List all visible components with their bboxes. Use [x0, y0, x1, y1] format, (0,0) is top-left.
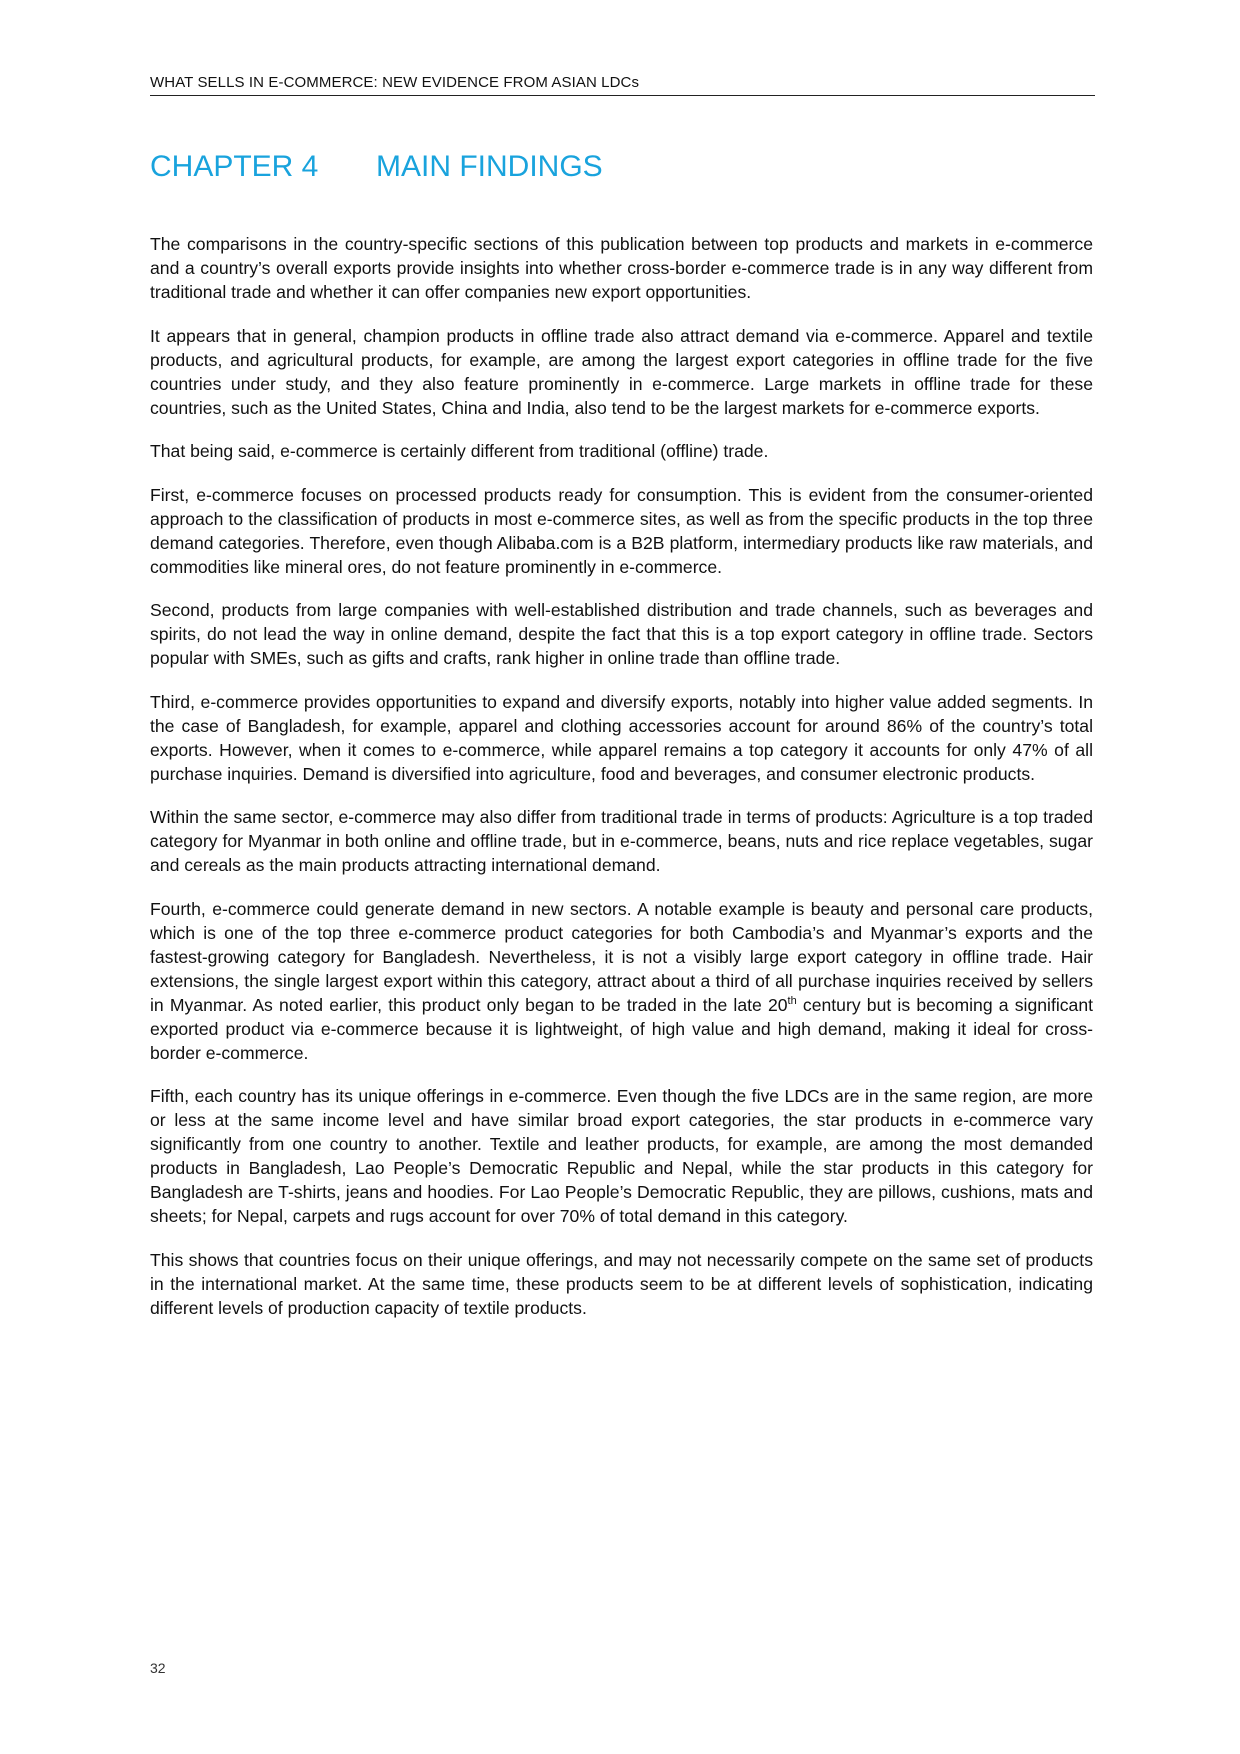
- paragraph-intro: The comparisons in the country-specific sections of this publication between top products and markets in e-commerce and a country’s overall exports provide insights into whether cross-border e-commerce trade is in any way different from traditional trade and whether it can offer companies new export opportunities.: [150, 234, 1093, 302]
- paragraph-fourth: [150, 897, 1093, 1065]
- paragraph-fourth-before: Fourth, e-commerce could generate demand in new sectors. A notable example is beauty and personal care products, which is one of the top three e-commerce product categories for both Cambodia’s and Myanmar’s exports and the fastest-growing category for Bangladesh. Nevertheless, it is not a visibly large export category in offline trade. Hair extensions, the single largest export within this category, attract about a third of all purchase inquiries received by sellers in Myanmar. As noted earlier, this product only began to be traded in the late 20: [150, 898, 1093, 1015]
- chapter-number: CHAPTER 4: [150, 150, 319, 183]
- paragraph-fifth: Fifth, each country has its unique offerings in e-commerce. Even though the five LDCs are in the same region, are more or less at the same income level and have similar broad export categories, the star products in e-commerce vary significantly from one country to another. Textile and leather products, for example, are among the most demanded products in Bangladesh, Lao People’s Democratic Republic and Nepal, while the star products in this category for Bangladesh are T-shirts, jeans and hoodies. For Lao People’s Democratic Republic, they are pillows, cushions, mats and sheets; for Nepal, carpets and rugs account for over 70% of total demand in this category.: [150, 1086, 1093, 1226]
- page-number: 32: [150, 1660, 166, 1676]
- chapter-title: MAIN FINDINGS: [376, 150, 603, 183]
- paragraph-conclusion: This shows that countries focus on their unique offerings, and may not necessarily compete on the same set of products in the international market. At the same time, these products seem to be at different levels of sophistication, indicating different levels of production capacity of textile products.: [150, 1249, 1093, 1318]
- paragraph-champion-products: It appears that in general, champion products in offline trade also attract demand via e-commerce. Apparel and textile products, and agricultural products, for example, are among the largest export categories in offline trade for the five countries under study, and they also feature prominently in e-commerce. Large markets in offline trade for these countries, such as the United States, China and India, also tend to be the largest markets for e-commerce exports.: [150, 325, 1093, 418]
- paragraph-that-being-said: That being said, e-commerce is certainly different from traditional (offline) trade.: [150, 441, 769, 461]
- superscript-th: th: [787, 994, 797, 1007]
- paragraph-second: Second, products from large companies with well-established distribution and trade channels, such as beverages and spirits, do not lead the way in online demand, despite the fact that this is a top export category in offline trade. Sectors popular with SMEs, such as gifts and crafts, rank higher in online trade than offline trade.: [150, 600, 1093, 668]
- paragraph-within-sector: Within the same sector, e-commerce may also differ from traditional trade in terms of products: Agriculture is a top traded category for Myanmar in both online and offline trade, but in e-commerce, beans, nuts and rice replace vegetables, sugar and cereals as the main products attracting international demand.: [150, 807, 1093, 875]
- chapter-heading: [150, 150, 603, 184]
- body-text: [150, 232, 1093, 1339]
- running-header: WHAT SELLS IN E-COMMERCE: NEW EVIDENCE FROM ASIAN LDCs: [150, 74, 1095, 96]
- paragraph-fourth-after: century but is becoming a significant exported product via e-commerce because it is lightweight, of high value and high demand, making it ideal for cross-border e-commerce.: [150, 994, 1093, 1063]
- paragraph-first: First, e-commerce focuses on processed products ready for consumption. This is evident from the consumer-oriented approach to the classification of products in most e-commerce sites, as well as from the specific products in the top three demand categories. Therefore, even though Alibaba.com is a B2B platform, intermediary products like raw materials, and commodities like mineral ores, do not feature prominently in e-commerce.: [150, 484, 1093, 577]
- paragraph-third: Third, e-commerce provides opportunities to expand and diversify exports, notably into higher value added segments. In the case of Bangladesh, for example, apparel and clothing accessories account for around 86% of the country’s total exports. However, when it comes to e-commerce, while apparel remains a top category it accounts for only 47% of all purchase inquiries. Demand is diversified into agriculture, food and beverages, and consumer electronic products.: [150, 691, 1093, 784]
